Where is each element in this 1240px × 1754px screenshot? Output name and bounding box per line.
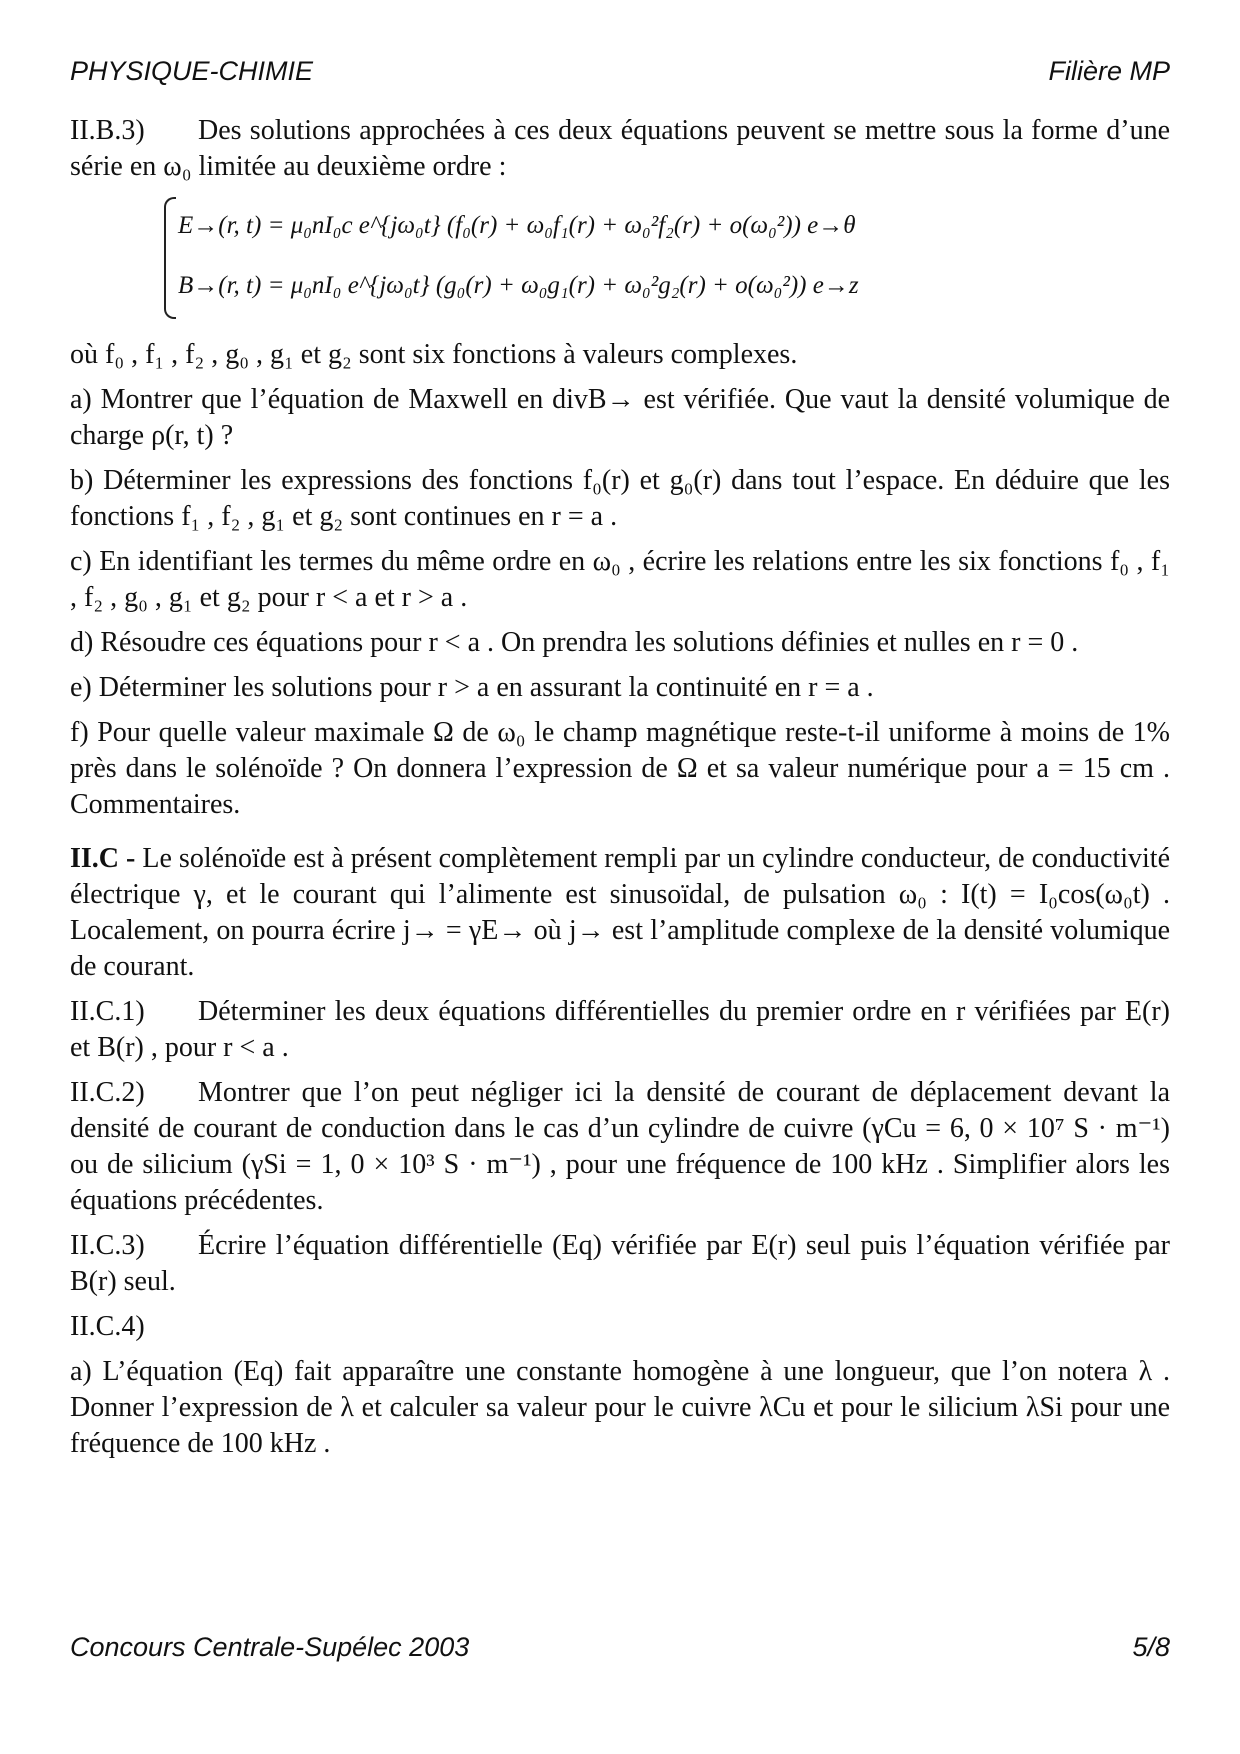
left-brace (164, 197, 176, 319)
equation-b-field: B→(r, t) = μ₀nI₀ e^{jω₀t} (g₀(r) + ω₀g₁(r) + ω₀²g₂(r) + o(ω₀²)) e→z (178, 272, 859, 299)
document-body (70, 113, 1170, 1471)
section-text: Le solénoïde est à présent complètement rempli par un cylindre conducteur, de conductivité électrique γ, et le courant qui l’alimente est sinusoïdal, de pulsation ω₀ : I(t) = I₀cos(ω₀t) . Localement, on pourra écrire j→ = γE→ où j→ est l’amplitude complexe de la densité volumique de courant. (70, 843, 1171, 982)
footer-exam: Concours Centrale-Supélec 2003 (70, 1632, 470, 1662)
question-label: II.C.4) (70, 1311, 145, 1342)
paragraph-functions: où f₀ , f₁ , f₂ , g₀ , g₁ et g₂ sont six fonctions à valeurs complexes. (70, 339, 798, 370)
question-iic4a: a) L’équation (Eq) fait apparaître une constante homogène à une longueur, que l’on notera λ . Donner l’expression de λ et calculer sa valeur pour le cuivre λCu et pour le silicium λSi pour une fréquence de 100 kHz . (70, 1356, 1170, 1459)
equation-system (164, 197, 1170, 319)
question-text: Des solutions approchées à ces deux équations peuvent se mettre sous la forme d’une série en ω₀ limitée au deuxième ordre : (70, 115, 1170, 182)
question-c: c) En identifiant les termes du même ordre en ω₀ , écrire les relations entre les six fonctions f₀ , f₁ , f₂ , g₀ , g₁ et g₂ pour r < a et r > a . (70, 546, 1170, 613)
question-iic4 (70, 1309, 1170, 1345)
question-text: Écrire l’équation différentielle (Eq) vérifiée par E(r) seul puis l’équation vérifiée par B(r) seul. (70, 1230, 1170, 1297)
equation-e-field: E→(r, t) = μ₀nI₀c e^{jω₀t} (f₀(r) + ω₀f₁(r) + ω₀²f₂(r) + o(ω₀²)) e→θ (178, 212, 856, 239)
question-label: II.C.2) (70, 1077, 145, 1108)
page-footer (70, 1632, 1170, 1663)
question-f: f) Pour quelle valeur maximale Ω de ω₀ le champ magnétique reste-t-il uniforme à moins de 1% près dans le solénoïde ? On donnera l’expression de Ω et sa valeur numérique pour a = 15 cm . Commentaires. (70, 717, 1170, 820)
question-d: d) Résoudre ces équations pour r < a . On prendra les solutions définies et nulles en r = 0 . (70, 627, 1079, 658)
question-label: II.C.3) (70, 1230, 145, 1261)
question-e: e) Déterminer les solutions pour r > a en assurant la continuité en r = a . (70, 672, 874, 703)
section-label: II.C - (70, 843, 136, 874)
question-text: Montrer que l’on peut négliger ici la densité de courant de déplacement devant la densité de courant de conduction dans le cas d’un cylindre de cuivre (γCu = 6, 0 × 10⁷ S · m⁻¹) ou de silicium (γSi = 1, 0 × 10³ S · m⁻¹) , pour une fréquence de 100 kHz . Simplifier alors les équations précédentes. (70, 1077, 1170, 1216)
question-b: b) Déterminer les expressions des fonctions f₀(r) et g₀(r) dans tout l’espace. En déduire que les fonctions f₁ , f₂ , g₁ et g₂ sont continues en r = a . (70, 465, 1170, 532)
page-header (70, 56, 1170, 87)
question-label: II.C.1) (70, 996, 145, 1027)
header-subject: PHYSIQUE-CHIMIE (70, 56, 314, 86)
question-iic3 (70, 1228, 1170, 1300)
document-page (70, 0, 1170, 1754)
question-a: a) Montrer que l’équation de Maxwell en divB→ est vérifiée. Que vaut la densité volumique de charge ρ(r, t) ? (70, 384, 1170, 451)
question-label: II.B.3) (70, 115, 145, 146)
page-number: 5/8 (1132, 1632, 1170, 1662)
paragraph-iib3 (70, 113, 1170, 185)
header-track: Filière MP (1048, 56, 1170, 86)
question-iic1 (70, 994, 1170, 1066)
section-iic (70, 841, 1170, 985)
question-text: Déterminer les deux équations différentielles du premier ordre en r vérifiées par E(r) et B(r) , pour r < a . (70, 996, 1170, 1063)
question-iic2 (70, 1075, 1170, 1219)
